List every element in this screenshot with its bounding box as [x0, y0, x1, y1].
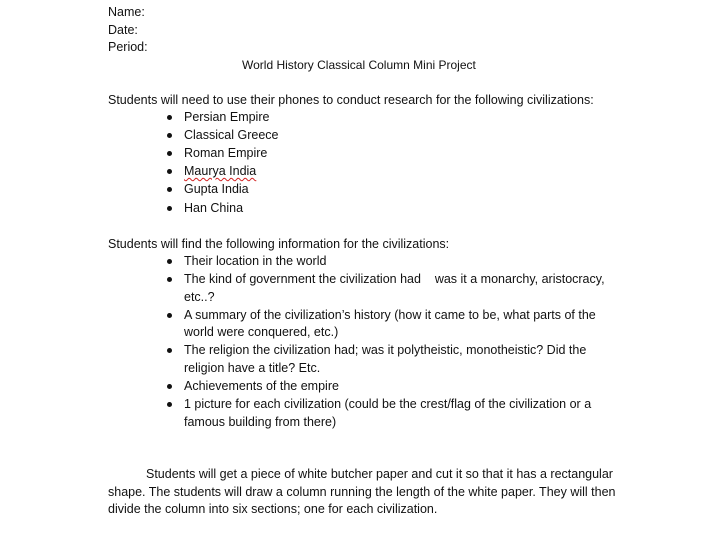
bullet-icon — [167, 313, 172, 318]
civilizations-intro: Students will need to use their phones to conduct research for the following civilizations: — [108, 93, 594, 107]
document-title: World History Classical Column Mini Project — [242, 58, 476, 72]
paragraph-line: divide the column into six sections; one for each civilization. — [108, 502, 438, 516]
bullet-icon — [167, 133, 172, 138]
list-item: Gupta India — [184, 182, 249, 196]
information-intro: Students will find the following information for the civilizations: — [108, 237, 450, 251]
list-item: Achievements of the empire — [184, 379, 339, 393]
list-item: Roman Empire — [184, 146, 268, 160]
bullet-icon — [167, 384, 172, 389]
list-item: Their location in the world — [184, 254, 327, 268]
bullet-icon — [167, 277, 172, 282]
list-item: Persian Empire — [184, 110, 270, 124]
bullet-icon — [167, 348, 172, 353]
bullet-icon — [167, 402, 172, 407]
name-label: Name: — [108, 5, 145, 19]
list-item: The religion the civilization had; was it polytheistic, monotheistic? Did the — [184, 343, 587, 357]
list-item: A summary of the civilization’s history (how it came to be, what parts of the — [184, 308, 596, 322]
list-item: Maurya India — [184, 164, 257, 178]
paragraph-line: shape. The students will draw a column running the length of the white paper. They will then — [108, 485, 616, 499]
date-label: Date: — [108, 23, 138, 37]
paragraph-line: Students will get a piece of white butcher paper and cut it so that it has a rectangular — [146, 467, 613, 481]
bullet-icon — [167, 169, 172, 174]
list-item-continuation: famous building from there) — [184, 415, 337, 429]
list-item: Han China — [184, 201, 244, 215]
bullet-icon — [167, 187, 172, 192]
list-item: 1 picture for each civilization (could be the crest/flag of the civilization or a — [184, 397, 592, 411]
bullet-icon — [167, 115, 172, 120]
list-item-continuation: religion have a title? Etc. — [184, 361, 321, 375]
list-item-continuation: world were conquered, etc.) — [184, 325, 339, 339]
bullet-icon — [167, 151, 172, 156]
list-item-continuation: etc..? — [184, 290, 215, 304]
bullet-icon — [167, 206, 172, 211]
bullet-icon — [167, 259, 172, 264]
period-label: Period: — [108, 40, 148, 54]
list-item: The kind of government the civilization had was it a monarchy, aristocracy, — [184, 272, 605, 286]
list-item: Classical Greece — [184, 128, 279, 142]
